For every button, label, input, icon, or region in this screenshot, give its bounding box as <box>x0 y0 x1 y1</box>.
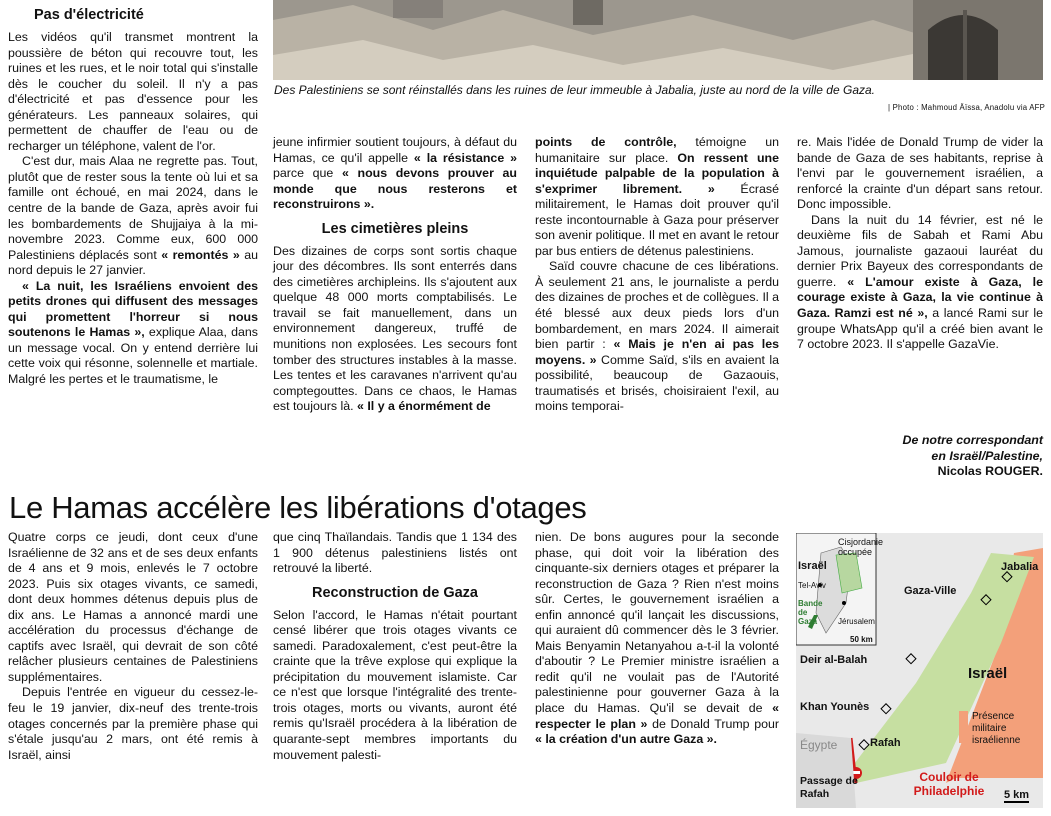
legend-swatch <box>959 711 968 743</box>
inset-telaviv-label: Tel-Aviv <box>798 581 826 590</box>
paragraph: re. Mais l'idée de Donald Trump de vider la bande de Gaza de ses habitants, reprise à l'envi par le gouvernement israélien, a renforcé la crainte d'un départ sans retour. Donc impossible. <box>797 135 1043 212</box>
map-deir-label: Deir al-Balah <box>800 654 868 666</box>
photo-caption: Des Palestiniens se sont réinstallés dans les ruines de leur immeuble à Jabalia, juste au nord de la ville de Gaza. <box>274 83 875 97</box>
subheading-reconstruction: Reconstruction de Gaza <box>312 584 478 601</box>
paragraph: « La nuit, les Israéliens envoient des petits drones qui diffusent des messages qui promettent l'horreur si nous soutenons le Hamas », explique Alaa, dans un message vocal. On y entend derrière lui cette voix qui résonne, solennelle et martiale. Malgré les pertes et le traumatisme, le <box>8 278 258 387</box>
paragraph: Selon l'accord, le Hamas n'était pourtant censé libérer que trois otages vivants ce samedi. Paradoxalement, c'est peut-être la crainte que la trêve explose qui explique la précipitation du mouvement islamiste. Car ce n'est que lorsque l'intégralité des trente-trois otages, morts ou vivants, auront été remis qu'Israël procédera à la libération de quarante-sept membres importants du mouvement palesti- <box>273 607 517 762</box>
map-scale-label: 5 km <box>1004 789 1030 801</box>
article2-col2 <box>273 530 517 763</box>
paragraph: Saïd couvre chacune de ces libérations. À seulement 21 ans, le journaliste a perdu des dizaines de proches et de collègues. Il a été blessé aux deux pieds lors d'un bombardement, en mars 2024. Il aimerait bien partir : « Mais je n'en ai pas les moyens. » Comme Saïd, s'ils en avaient la possibilité, beaucoup de Gazaouis, traumatisés et brisés, choisiraient l'exil, au moins temporai- <box>535 259 779 414</box>
map-gaza-ville-label: Gaza-Ville <box>904 585 957 597</box>
map-egypte-label: Égypte <box>800 738 838 752</box>
subheading-electricity: Pas d'électricité <box>34 7 144 23</box>
paragraph: Dans la nuit du 14 février, est né le deuxième fils de Sabah et Rami Abu Jamous, journaliste gazaoui lauréat du dernier Prix Bayeux des correspondants de guerre. « L'amour existe à Gaza, le courage existe à Gaza, la vie continue à Gaza. Ramzi est né », a lancé Rami sur le groupe WhatsApp qu'il a créé bien avant le 7 octobre 2023. Il s'appelle GazaVie. <box>797 212 1044 352</box>
map-israel-label: Israël <box>968 665 1008 682</box>
article1-col1 <box>8 4 258 388</box>
map-rafah-label: Rafah <box>870 737 901 749</box>
article1-col4 <box>797 135 1043 353</box>
article1-col3 <box>535 135 779 415</box>
paragraph: jeune infirmier soutient toujours, à défaut du Hamas, ce qu'il appelle « la résistance » parce que « nous devons prouver au monde que nous resterons et reconstruirons ». <box>273 135 518 212</box>
paragraph: Quatre corps ce jeudi, dont ceux d'une Israélienne de 32 ans et de ses deux enfants de 4 ans et 9 mois, enlevés le 7 octobre 2023. Puis six otages vivants, ce samedi, dont deux hommes détenus depuis plus de dix ans. Le Hamas a annoncé mardi une accélération du processus d'échange de captifs avec Israël, qui devrait de son côté relâcher plusieurs centaines de Palestiniens supplémentaires. <box>8 530 258 684</box>
photo-credit: | Photo : Mahmoud Äïssa, Anadolu via AFP <box>888 103 1045 112</box>
article2-headline: Le Hamas accélère les libérations d'otages <box>9 490 587 525</box>
paragraph: Des dizaines de corps sont sortis chaque jour des décombres. Ils sont enterrés dans des cimetières archipleins. Ils s'ajoutent aux quelque 48 000 morts comptabilisés. Le travail se fait manuellement, dans un environnement dangereux, truffé de munitions non explosées. Les secours font tomber des structures instables à la masse. Les tentes et les caravanes n'arrivent qu'au comptegouttes. Dans ce chaos, le Hamas est toujours là. « Il y a énormément de <box>273 243 517 414</box>
paragraph: que cinq Thaïlandais. Tandis que 1 134 des 1 900 détenus palestiniens listés ont retrouvé la liberté. <box>273 530 517 576</box>
gaza-map <box>796 533 1043 808</box>
article1-col2 <box>273 135 517 415</box>
signature-line-2: en Israël/Palestine, <box>931 448 1043 463</box>
paragraph: Les vidéos qu'il transmet montrent la poussière de béton qui recouvre tout, les ruines et les rues, et le noir total qui s'installe dès le coucher du soleil. Il n'y a pas d'électricité et pas d'essence pour les générateurs. Les panneaux solaires, qui permettent de chauffer de l'eau ou de recharger un téléphone, valent de l'or. <box>8 30 258 153</box>
signature-line-1: De notre correspondant <box>902 433 1043 447</box>
paragraph: Depuis l'entrée en vigueur du cessez-le-feu le 19 janvier, dix-neuf des trente-trois otages concernés par la première phase qui s'étale jusqu'au 2 mars, ont été remis à Israël, ainsi <box>8 685 258 762</box>
ruins-photo <box>273 0 1043 80</box>
map-jabalia-label: Jabalia <box>1001 561 1039 573</box>
inset-jerusalem-label: Jérusalem <box>838 617 875 626</box>
paragraph: C'est dur, mais Alaa ne regrette pas. Tout, plutôt que de rester sous la tente où lui et sa famille ont échoué, en mai 2024, dans le centre de la bande de Gaza, après avoir fui les bombardements de Shujjaiya à la mi-novembre 2023. Comme eux, 600 000 Palestiniens déplacés sont « remontés » au nord depuis le 27 janvier. <box>8 154 258 278</box>
paragraph: points de contrôle, témoigne un humanitaire sur place. On ressent une inquiétude palpable de la population à s'exprimer librement. » Écrasé militairement, le Hamas doit prouver qu'il reste incontournable à Gaza pour préserver son avenir politique. Il met en avant le retour par bus entiers de détenus palestiniens. <box>535 135 779 258</box>
ruins-photo-graphic <box>273 0 1043 80</box>
map-couloir-label: Couloir de Philadelphie <box>913 770 985 798</box>
paragraph: nien. De bons augures pour la seconde phase, qui doit voir la libération des cinquante-six derniers otages et préparer la reconstruction de Gaza ? Rien n'est moins sûr. Certes, le gouvernement israélien a enfin annoncé qu'il lançait les discussions, qui auraient dû commencer dès le 3 février. Mais Benyamin Netanyahou a-t-il la volonté d'aboutir ? Le Premier ministre israélien a redit qu'il ne voulait pas de l'Autorité palestinienne pour gouverner Gaza à la place du Hamas. Qu'il se devait de « respecter le plan » de Donald Trump pour « la création d'un autre Gaza ». <box>535 530 779 747</box>
inset-bande-label: Bande de Gaza <box>798 599 823 626</box>
article2-col1 <box>8 530 258 763</box>
map-passage-label: Passage de Rafah <box>800 775 858 800</box>
article2-col3 <box>535 530 779 748</box>
inset-cisjordanie-label: Cisjordanie occupée <box>838 537 884 557</box>
signature-author: Nicolas ROUGER. <box>937 464 1043 478</box>
signature <box>797 433 1043 480</box>
legend-military-label: Présence militaire israélienne <box>972 711 1021 746</box>
subheading-cemeteries: Les cimetières pleins <box>321 220 469 237</box>
inset-scale-label: 50 km <box>850 635 873 644</box>
inset-israel-label: Israël <box>798 560 827 572</box>
map-khan-label: Khan Younès <box>800 701 870 713</box>
